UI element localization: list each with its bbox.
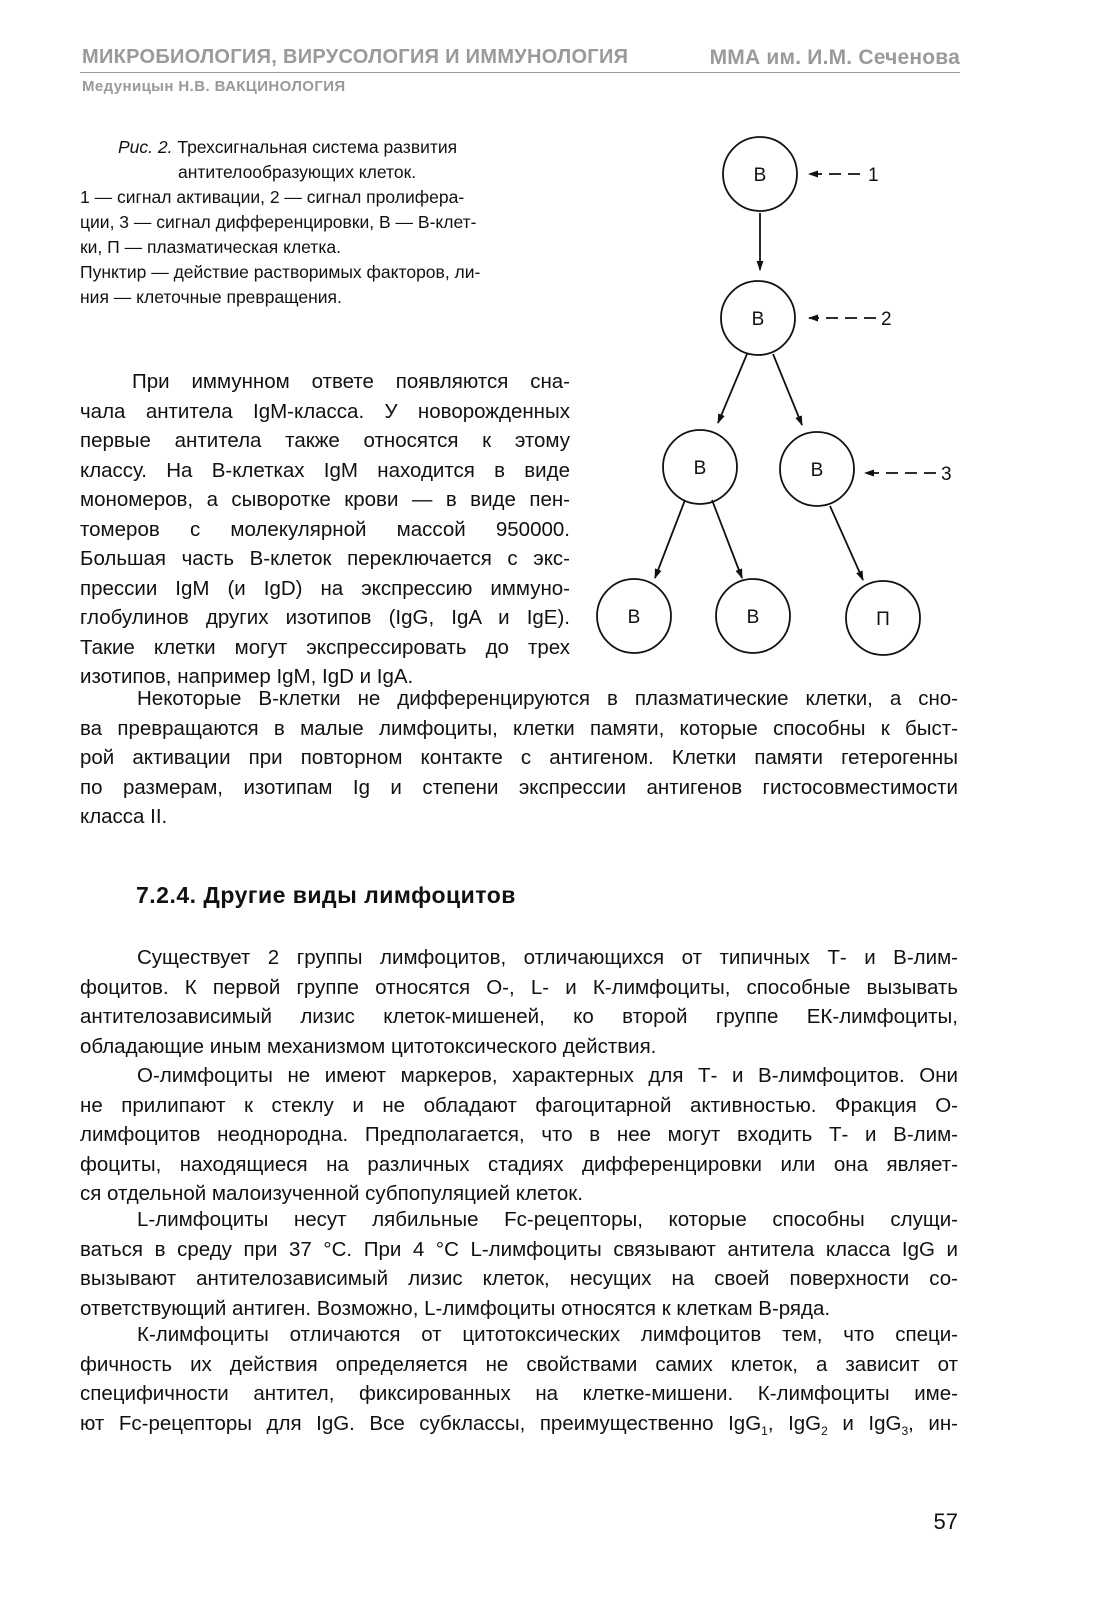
running-header: [80, 46, 960, 73]
text-line: лимфоцитов неоднородна. Предполагается, что в нее могут входить Т- и В-лим-: [80, 1123, 958, 1146]
text-line: ся отдельной малоизученной субпопуляцией клеток.: [80, 1182, 583, 1205]
text-line: Такие клетки могут экспрессировать до трех: [80, 635, 570, 659]
signal-number: 2: [881, 309, 892, 330]
text-line: изотипов, например IgM, IgD и IgA.: [80, 665, 414, 688]
caption-line: 1 — сигнал активации, 2 — сигнал пролифера-: [80, 187, 465, 207]
caption-line: ния — клеточные превращения.: [80, 287, 342, 307]
text-line: вызывают антителозависимый лизис клеток, несущих на своей поверхности со-: [80, 1267, 958, 1290]
text-line: фичность их действия определяется не свойствами самих клеток, а зависит от: [80, 1352, 958, 1376]
text-line: томеров с молекулярной массой 950000.: [80, 517, 570, 541]
text-line: фоциты, находящиеся на различных стадиях дифференцировки или она являет-: [80, 1152, 958, 1176]
text-line: прессии IgM (и IgD) на экспрессию иммуно-: [80, 576, 570, 600]
cell-label: П: [876, 609, 890, 630]
caption-line: Трехсигнальная система развития: [177, 137, 458, 157]
paragraph-o-lymphocytes: [80, 1061, 958, 1209]
text-line: антителозависимый лизис клеток-мишеней, ко второй группе ЕК-лимфоциты,: [80, 1005, 958, 1028]
transition-arrow: [718, 354, 747, 423]
paragraph-l-lymphocytes: [80, 1205, 958, 1323]
transition-arrow: [773, 354, 802, 425]
transition-arrow: [655, 500, 685, 578]
section-heading: 7.2.4. Другие виды лимфоцитов: [136, 882, 516, 908]
text-line: При иммунном ответе появляются сна-: [132, 370, 570, 393]
paragraph-igm: [80, 367, 570, 692]
cell-label: В: [693, 458, 707, 479]
header-book: Медуницын Н.В. ВАКЦИНОЛОГИЯ: [82, 78, 346, 95]
text-line: классу. На В-клетках IgM находится в виде: [80, 458, 570, 482]
text-line: класса II.: [80, 805, 168, 828]
caption-line: ции, 3 — сигнал дифференцировки, В — В-клет-: [80, 212, 477, 232]
cell-label: В: [810, 460, 824, 481]
text-line: Некоторые В-клетки не дифференцируются в плазматические клетки, а сно-: [137, 687, 958, 710]
text-line: К-лимфоциты отличаются от цитотоксических лимфоцитов тем, что специ-: [137, 1323, 958, 1346]
text-line: Существует 2 группы лимфоцитов, отличающихся от типичных Т- и В-лим-: [137, 946, 958, 969]
paragraph-memory-cells: [80, 684, 958, 832]
text-line: обладающие иным механизмом цитотоксического действия.: [80, 1034, 657, 1058]
text-line: мономеров, а сыворотке крови — в виде пен-: [80, 488, 570, 511]
b-cell-differentiation-diagram: [590, 128, 970, 668]
page-number: 57: [933, 1509, 958, 1534]
signal-number: 3: [941, 464, 952, 485]
caption-line: антителообразующих клеток.: [178, 162, 417, 182]
caption-line: ки, П — плазматическая клетка.: [80, 237, 341, 257]
text-line: специфичности антител, фиксированных на клетке-мишени. К-лимфоциты име-: [80, 1382, 958, 1405]
cell-label: В: [751, 309, 765, 330]
paragraph-k-lymphocytes: [80, 1320, 958, 1438]
text-line-subscripts: ют Fc-рецепторы для IgG. Все субклассы, преимущественно IgG$_1$, IgG$_2$ и IgG$_3$, ин-: [80, 1411, 958, 1438]
cell-label: В: [627, 607, 641, 628]
transition-arrow: [830, 506, 863, 580]
figure-label: Рис. 2.: [118, 137, 173, 157]
text-line: рой активации при повторном контакте с антигеном. Клетки памяти гетерогенны: [80, 746, 958, 769]
text-line: Большая часть В-клеток переключается с экс-: [80, 547, 570, 570]
text-line: глобулинов других изотипов (IgG, IgA и IgE).: [80, 606, 570, 629]
cell-label: В: [753, 165, 767, 186]
paragraph-lymphocyte-groups: [80, 943, 958, 1061]
text-line: чала антитела IgM-класса. У новорожденных: [80, 399, 570, 423]
header-title: МИКРОБИОЛОГИЯ, ВИРУСОЛОГИЯ И ИММУНОЛОГИЯ: [82, 46, 629, 68]
text-line: О-лимфоциты не имеют маркеров, характерных для Т- и В-лимфоцитов. Они: [137, 1064, 958, 1087]
figure-caption: [80, 135, 570, 310]
text-line: ваться в среду при 37 °С. При 4 °С L-лимфоциты связывают антитела класса IgG и: [80, 1237, 958, 1261]
signal-number: 1: [868, 165, 879, 186]
cell-label: В: [746, 607, 760, 628]
header-institution: ММА им. И.М. Сеченова: [709, 46, 960, 69]
text-line: ва превращаются в малые лимфоциты, клетки памяти, которые способны к быст-: [80, 716, 958, 740]
text-line: первые антитела также относятся к этому: [80, 429, 570, 452]
text-line: не прилипают к стеклу и не обладают фагоцитарной активностью. Фракция О-: [80, 1093, 958, 1117]
caption-line: Пунктир — действие растворимых факторов, ли-: [80, 262, 481, 282]
text-line: по размерам, изотипам Ig и степени экспрессии антигенов гистосовместимости: [80, 775, 958, 799]
text-line: фоцитов. К первой группе относятся О-, L- и К-лимфоциты, способные вызывать: [80, 975, 958, 999]
text-line: L-лимфоциты несут лябильные Fc-рецепторы, которые способны слущи-: [137, 1208, 958, 1231]
text-line: ответствующий антиген. Возможно, L-лимфоциты относятся к клеткам В-ряда.: [80, 1296, 831, 1320]
transition-arrow: [712, 500, 742, 578]
